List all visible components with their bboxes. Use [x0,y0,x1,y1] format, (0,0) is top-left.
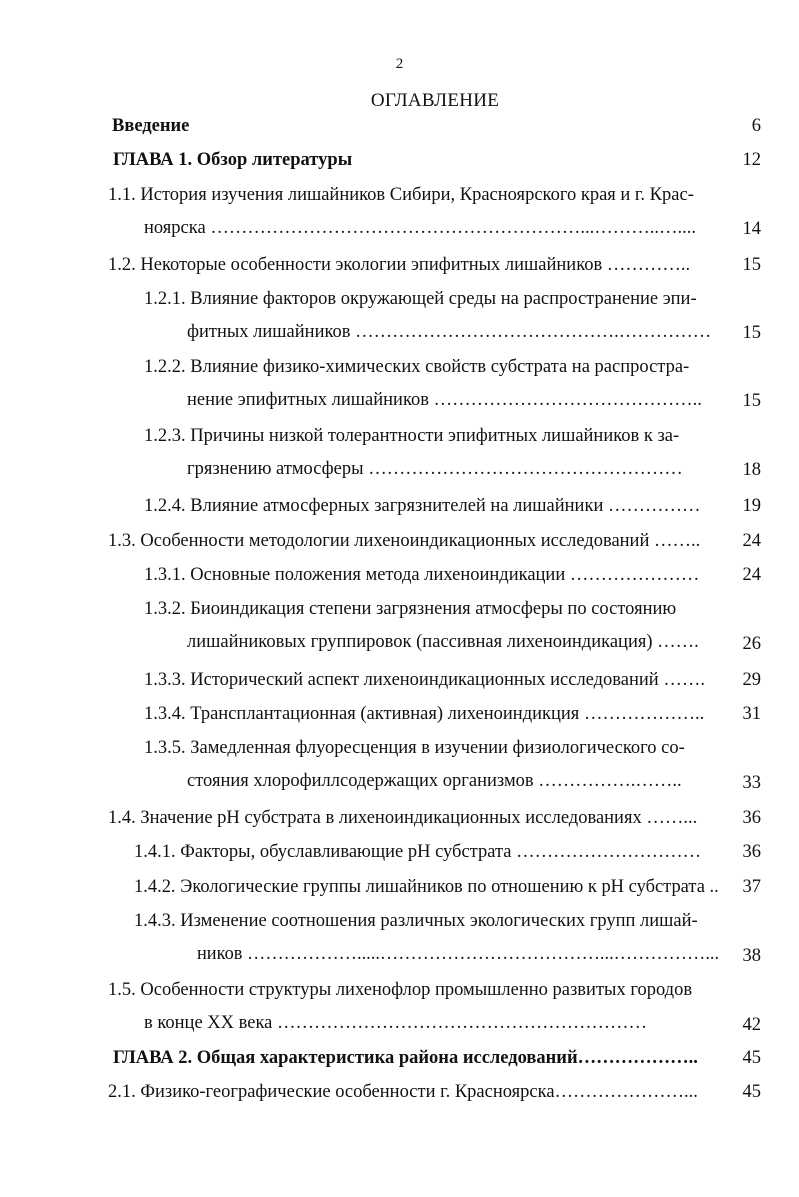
toc-entry-title: 1.4.2. Экологические группы лишайников по отношению к pH субстрата .. [134,877,719,897]
toc-entry-title: 1.3.5. Замедленная флуоресценция в изучении физиологического со- [144,738,685,758]
toc-entry-title-continued: нение эпифитных лишайников …………………………………….. [187,390,702,410]
toc-entry-title: ГЛАВА 2. Общая характеристика района исследований……………….. [113,1048,698,1068]
toc-entry-page: 26 [742,634,761,654]
toc-entry-title: 1.3.3. Исторический аспект лихеноиндикационных исследований ……. [144,670,705,690]
toc-entry-title-continued: ников ……………….....………………………………...……………... [197,944,720,964]
toc-entry-title: 1.1. История изучения лишайников Сибири, Красноярского края и г. Крас- [108,185,694,205]
page-title: ОГЛАВЛЕНИЕ [370,90,500,111]
toc-entry-title: 1.2.1. Влияние факторов окружающей среды на распространение эпи- [144,289,697,309]
toc-entry-title-continued: ноярска ……………………………………………………...………..….... [144,218,696,238]
toc-entry-title: 1.4.3. Изменение соотношения различных экологических групп лишай- [134,911,698,931]
toc-entry-title-continued: грязнению атмосферы …………………………………………… [187,459,683,479]
toc-entry-page: 36 [742,808,761,828]
toc-entry-title: 2.1. Физико-географические особенности г. Красноярска…………………... [108,1082,698,1102]
toc-entry-title: 1.5. Особенности структуры лихенофлор промышленно развитых городов [108,980,693,1000]
toc-entry-title: 1.4. Значение pH субстрата в лихеноиндикационных исследованиях ……... [108,808,698,828]
toc-entry-page: 15 [742,323,761,343]
toc-entry-page: 45 [742,1082,761,1102]
toc-entry-title-continued: фитных лишайников …………………………………….…………… [187,322,712,342]
toc-entry-title: 1.2.4. Влияние атмосферных загрязнителей на лишайники …………… [144,496,701,516]
toc-entry-title: 1.2.2. Влияние физико-химических свойств субстрата на распростра- [144,357,690,377]
toc-entry-page: 24 [742,531,761,551]
toc-entry-title: 1.3.1. Основные положения метода лихеноиндикации ………………… [144,565,700,585]
toc-entry-page: 45 [742,1048,761,1068]
toc-entry-title: Введение [112,116,190,136]
toc-entry-page: 12 [742,150,761,170]
toc-entry-title: 1.4.1. Факторы, обуславливающие pH субстрата ………………………… [134,842,702,862]
toc-entry-title-continued: в конце XX века …………………………………………………… [144,1013,648,1033]
toc-entry-page: 6 [751,116,761,136]
toc-entry-title: 1.2.3. Причины низкой толерантности эпифитных лишайников к за- [144,426,680,446]
toc-entry-page: 15 [742,255,761,275]
toc-entry-title: 1.2. Некоторые особенности экологии эпифитных лишайников ………….. [108,255,691,275]
toc-entry-page: 38 [742,946,761,966]
toc-entry-title-continued: стояния хлорофиллсодержащих организмов …………….…….. [187,771,682,791]
toc-entry-title-continued: лишайниковых группировок (пассивная лихеноиндикация) ……. [187,632,699,652]
toc-entry-title: 1.3.4. Трансплантационная (активная) лихеноиндикция ……………….. [144,704,705,724]
toc-entry-page: 33 [742,773,761,793]
toc-entry-page: 36 [742,842,761,862]
toc-entry-title: ГЛАВА 1. Обзор литературы [113,150,353,170]
toc-entry-page: 29 [742,670,761,690]
toc-entry-page: 15 [742,391,761,411]
page-number: 2 [395,56,404,72]
toc-entry-page: 42 [742,1015,761,1035]
toc-entry-title: 1.3.2. Биоиндикация степени загрязнения атмосферы по состоянию [144,599,677,619]
toc-entry-page: 31 [742,704,761,724]
toc-entry-title: 1.3. Особенности методологии лихеноиндикационных исследований …….. [108,531,701,551]
toc-entry-page: 37 [742,877,761,897]
toc-entry-page: 18 [742,460,761,480]
toc-entry-page: 14 [742,219,761,239]
toc-entry-page: 19 [742,496,761,516]
toc-entry-page: 24 [742,565,761,585]
